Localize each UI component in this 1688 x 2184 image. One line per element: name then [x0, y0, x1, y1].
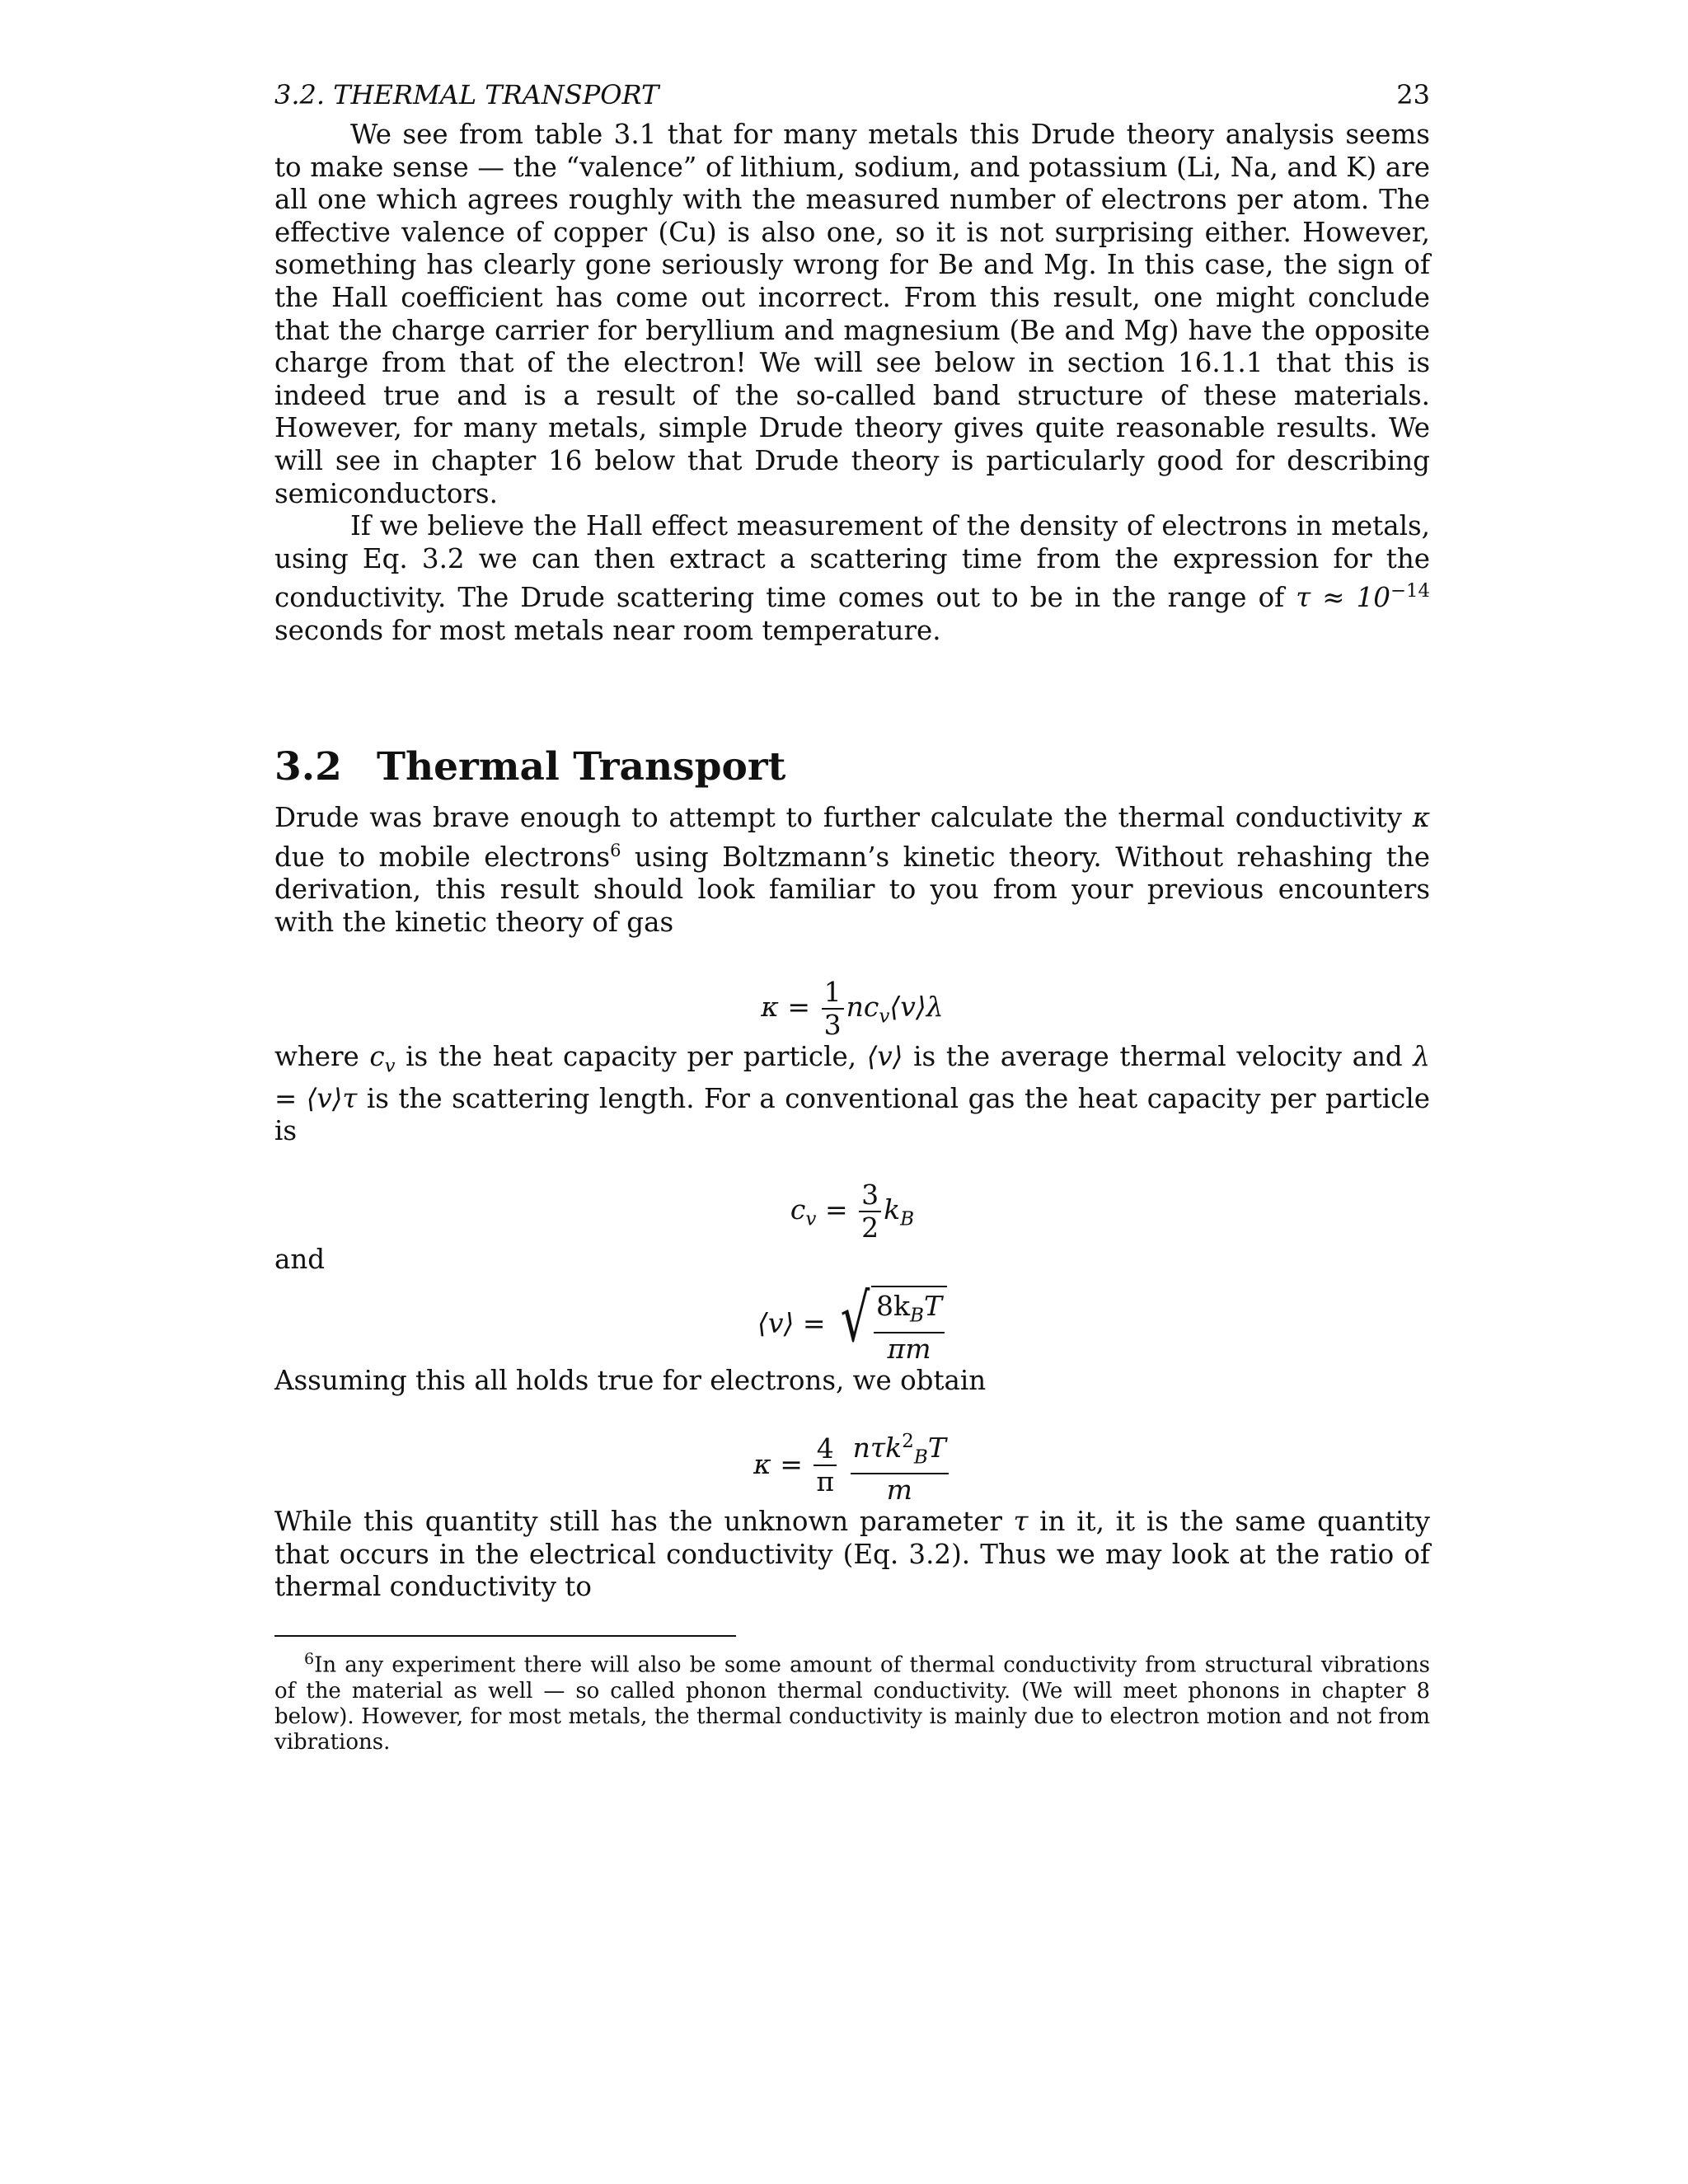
fraction-four-pi [814, 1433, 837, 1497]
page-number: 23 [1396, 79, 1430, 110]
paragraph-thermal-intro [274, 802, 1430, 939]
footnote-reference[interactable]: 6 [610, 840, 621, 860]
paragraph-text: using Boltzmann’s kinetic theory. Without rehashing the derivation, this result should look familiar to you from your previous encounters with the kinetic theory of gas [274, 841, 1430, 938]
eq-lhs: ⟨v⟩ = [757, 1307, 826, 1340]
paragraph-and: and [274, 1243, 326, 1275]
inline-math-cv-sub: v [384, 1055, 396, 1077]
equation-mean-velocity [274, 1280, 1430, 1365]
running-head-section: 3.2. THERMAL TRANSPORT [274, 79, 659, 110]
paragraph-text: While this quantity still has the unknown parameter [274, 1506, 1014, 1538]
num-part: nτk [852, 1431, 903, 1464]
page [274, 79, 1430, 1777]
eq-rhs-rest: ⟨v⟩λ [889, 990, 944, 1023]
paragraph-text: in it, it is the same quantity that occurs in the electrical conductivity (Eq. 3.2). Thus we may look at the ratio of thermal conductivity to [274, 1506, 1430, 1603]
paragraph-text: is the heat capacity per particle, [395, 1040, 867, 1072]
paragraph-text: seconds for most metals near room temperature. [274, 614, 941, 646]
equation-kappa-kinetic [274, 977, 1430, 1041]
fraction-numerator: 3 [859, 1179, 881, 1212]
eq-superscript: 2 [902, 1430, 914, 1452]
fraction-numerator [874, 1291, 945, 1333]
inline-math-exponent: −14 [1390, 580, 1430, 602]
section-heading [274, 744, 1430, 802]
eq-lhs: κ = [761, 990, 811, 1023]
fraction-denominator: π [816, 1465, 835, 1498]
paragraph-scattering-time [274, 510, 1430, 647]
eq-subscript: v [805, 1208, 817, 1230]
footnote-mark: 6 [304, 1649, 315, 1668]
fraction-velocity [874, 1291, 945, 1365]
fraction-denominator: 3 [823, 1008, 842, 1041]
fraction-kappa-terms [851, 1426, 949, 1507]
eq-rhs: k [884, 1193, 901, 1226]
fraction-denominator: 2 [861, 1211, 879, 1244]
eq-subscript: B [913, 1446, 928, 1469]
paragraph-text: is the average thermal velocity and [903, 1040, 1414, 1072]
fraction-one-third [822, 977, 844, 1041]
running-head [274, 79, 1430, 119]
inline-math-kappa: κ [1412, 802, 1430, 834]
inline-math-cv: c [369, 1040, 385, 1072]
footnote-text: In any experiment there will also be some amount of thermal conductivity from structural vibrations of the material as well — so called phonon thermal conductivity. (We will meet phonons in chapter 8 below). However, for most metals, the thermal conductivity is mainly due to electron motion and not from vibrations. [274, 1652, 1430, 1755]
paragraph-drude-valence: We see from table 3.1 that for many metals this Drude theory analysis seems to make sense — the “valence” of lithium, sodium, and potassium (Li, Na, and K) are all one which agrees roughly with the measured number of electrons per atom. The effective valence of copper (Cu) is also one, so it is not surprising either. However, something has clearly gone seriously wrong for Be and Mg. In this case, the sign of the Hall coefficient has come out incorrect. From this result, one might conclude that the charge carrier for beryllium and magnesium (Be and Mg) have the opposite charge from that of the electron! We will see below in section 16.1.1 that this is indeed true and is a result of the so-called band structure of these materials. However, for many metals, simple Drude theory gives quite reasonable results. We will see in chapter 16 below that Drude theory is particularly good for describing semiconductors. [274, 119, 1430, 509]
eq-lhs: κ = [753, 1447, 803, 1480]
paragraph-text: where [274, 1040, 370, 1072]
paragraph-definitions [274, 1041, 1430, 1148]
eq-rhs: nc [846, 990, 879, 1023]
inline-math-velocity: ⟨v⟩ [866, 1040, 903, 1072]
paragraph-text: Drude was brave enough to attempt to further calculate the thermal conductivity [274, 802, 1413, 834]
num-part: T [924, 1290, 943, 1323]
paragraph-ratio [274, 1506, 1430, 1604]
eq-subscript: B [910, 1305, 924, 1327]
inline-math-tau: τ ≈ 10 [1296, 582, 1390, 614]
square-root [834, 1280, 947, 1365]
radical-sign: √ [840, 1280, 870, 1357]
fraction-numerator: 4 [814, 1433, 837, 1466]
eq-subscript: B [900, 1208, 915, 1230]
fraction-numerator [851, 1426, 949, 1475]
footnote-rule [274, 1635, 736, 1637]
fraction-three-halves [859, 1179, 881, 1244]
inline-math-tau: τ [1013, 1506, 1029, 1538]
section-title: Thermal Transport [377, 744, 786, 790]
equation-heat-capacity [274, 1179, 1430, 1244]
radicand [871, 1286, 947, 1365]
fraction-denominator: πm [887, 1333, 931, 1365]
eq-subscript: v [879, 1005, 890, 1028]
paragraph-assuming: Assuming this all holds true for electrons, we obtain [274, 1365, 987, 1396]
fraction-numerator: 1 [822, 977, 844, 1010]
paragraph-text: If we believe the Hall effect measurement of the density of electrons in metals, using Eq. 3.2 we can then extract a scattering time from the expression for the conductivity. The Drude scattering time comes out to be in the range of [274, 510, 1430, 614]
eq-equals: = [824, 1193, 848, 1226]
eq-lhs: c [790, 1193, 806, 1226]
fraction-denominator: m [886, 1474, 912, 1507]
equation-kappa-electrons [274, 1426, 1430, 1507]
section-number: 3.2 [274, 744, 342, 790]
inline-math-lambda: λ = ⟨v⟩τ [274, 1040, 1430, 1114]
paragraph-text: is the scattering length. For a conventional gas the heat capacity per particle is [274, 1082, 1431, 1147]
paragraph-text: due to mobile electrons [274, 841, 611, 873]
num-part: 8k [876, 1290, 911, 1323]
footnote [274, 1647, 1430, 1755]
num-part: T [927, 1431, 946, 1464]
